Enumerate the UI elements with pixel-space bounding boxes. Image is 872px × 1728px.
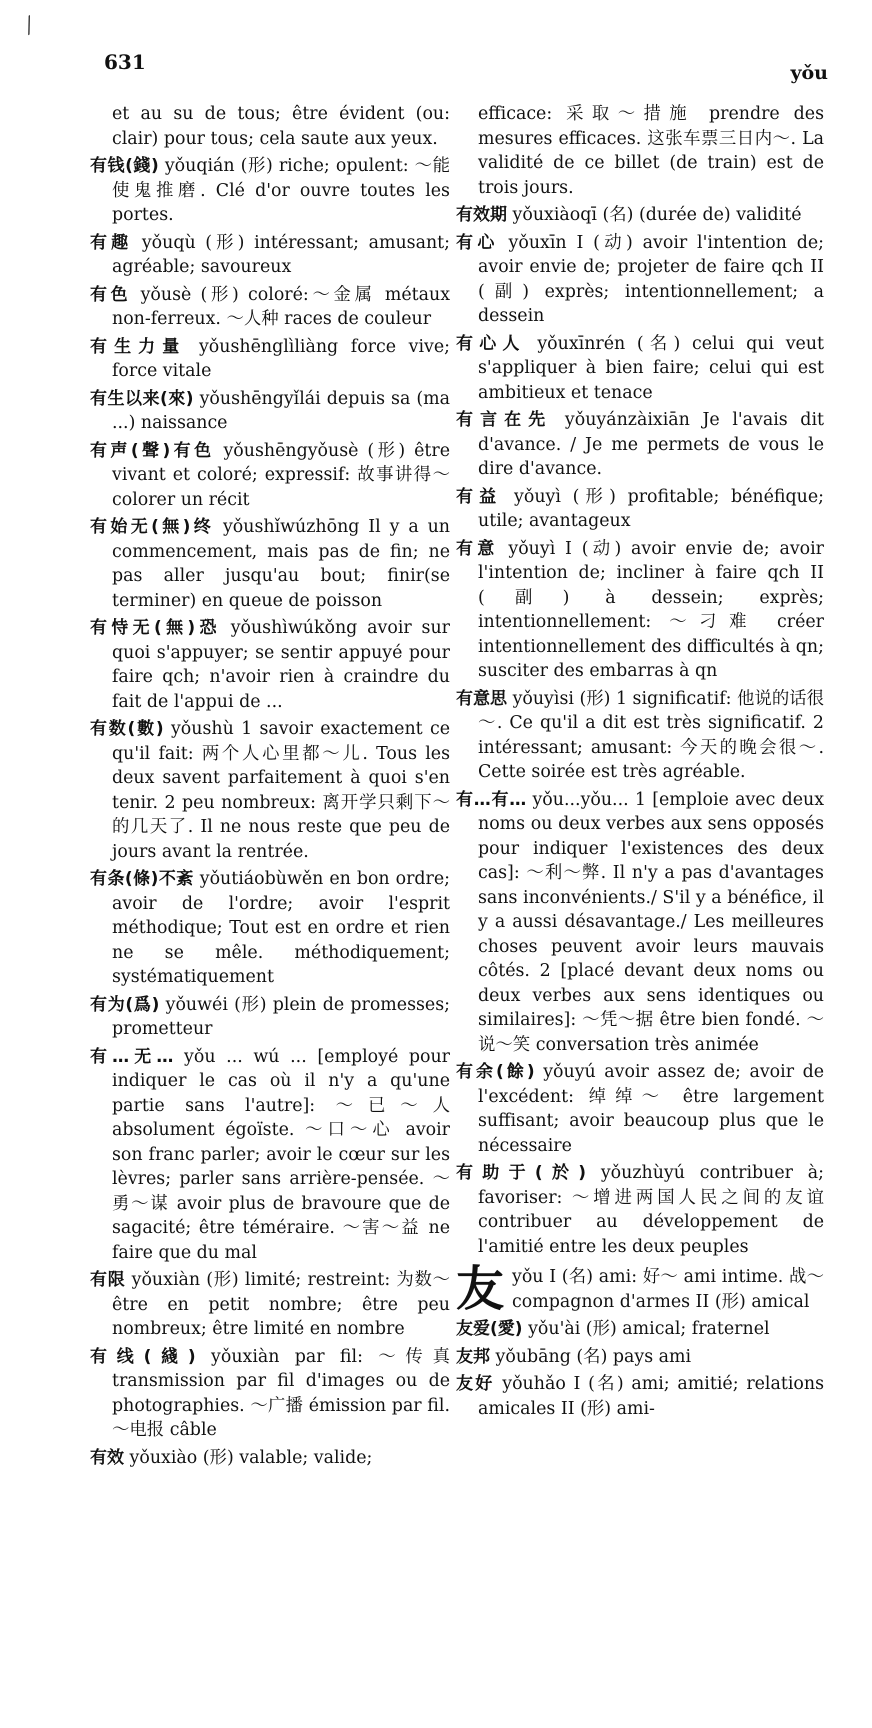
entry-headword: 有数(數) — [90, 719, 164, 739]
dictionary-entry — [90, 387, 450, 436]
entry-headword: 友好 — [456, 1374, 495, 1394]
entry-headword: 有益 — [456, 486, 503, 507]
entry-headword: 有声(聲)有色 — [90, 440, 215, 461]
right-column — [456, 102, 824, 1424]
entry-definition: yǒutiáobùwěn en bon ordre; avoir de l'ordre; avoir l'esprit méthodique; Tout est en ordre et rien ne se mêle. méthodiquement; systématiquement — [112, 869, 450, 987]
dictionary-entry — [456, 231, 824, 329]
dictionary-entry — [90, 717, 450, 864]
entry-definition: yǒuqián (形) riche; opulent: ～能使鬼推磨. Clé d'or ouvre toutes les portes. — [112, 156, 450, 225]
entry-definition: et au su de tous; être évident (ou: clair) pour tous; cela saute aux yeux. — [112, 104, 450, 149]
dictionary-entry — [90, 515, 450, 613]
dictionary-entry — [90, 993, 450, 1042]
dictionary-entry — [456, 485, 824, 534]
entry-definition: yǒuxiào (形) valable; valide; — [129, 1447, 373, 1468]
entry-definition: yǒushēnglìliàng force vive; force vitale — [112, 336, 451, 381]
entry-headword: 有为(爲) — [90, 994, 160, 1015]
entry-definition: yǒu...yǒu... 1 [emploie avec deux noms ou deux verbes aux sens opposés pour indiquer l'existences des deux cas]: ～利～弊. Il n'y a pas d'avantages sans inconvénients./ S'il y a bénéfice, il y a aussi désavantage./ Les meilleures choses peuvent avoir leurs mauvais côtés. 2 [placé devant deux noms ou deux verbes aux sens identiques ou similaires]: ～凭～据 être bien fondé. ～说～笑 conversation très animée — [478, 789, 825, 1055]
dictionary-entry — [90, 1268, 450, 1342]
dictionary-entry — [456, 687, 824, 785]
dictionary-entry — [90, 335, 450, 384]
entry-headword: 有心 — [456, 232, 499, 253]
entry-definition: yǒuyì I (动) avoir envie de; avoir l'intention de; incliner à faire qch II (副) à dessein; exprès; intentionnellement: ～刁难 créer intentionnellement des difficultés à qn; susciter des embarras à qn — [478, 538, 825, 681]
entry-definition: yǒuxīnrén (名) celui qui veut s'appliquer à bien faire; celui qui est ambitieux et tenace — [478, 333, 825, 403]
entry-headword: 有余(餘) — [456, 1062, 535, 1082]
entry-headword: 有线(綫) — [90, 1346, 196, 1367]
entry-definition: yǒuzhùyú contribuer à; favoriser: ～增进两国人民之间的友谊 contribuer au développement de l'amitié entre les deux peuples — [478, 1163, 825, 1257]
dictionary-entry — [90, 616, 450, 714]
dictionary-entry — [456, 1317, 824, 1342]
entry-headword: 有助于(於) — [456, 1163, 587, 1183]
dictionary-entry — [90, 1446, 450, 1471]
main-character-entry — [456, 1261, 824, 1317]
entry-definition: yǒuxiàoqī (名) (durée de) validité — [512, 205, 802, 225]
dictionary-entry — [90, 283, 450, 332]
entry-headword: 有条(條)不紊 — [90, 869, 194, 889]
dictionary-entry — [456, 408, 824, 482]
dictionary-entry — [456, 1161, 824, 1259]
dictionary-entry — [90, 1045, 450, 1266]
entry-definition: yǒuyìsi (形) 1 significatif: 他说的话很～. Ce qu'il a dit est très significatif. 2 intéressant; amusant: 今天的晚会很～. Cette soirée est très agréable. — [478, 688, 825, 782]
entry-headword: 有效 — [90, 1447, 124, 1468]
dictionary-entry — [456, 102, 824, 200]
main-character-definition: yǒu I (名) ami: 好～ ami intime. 战～ compagnon d'armes II (形) amical — [512, 1267, 824, 1312]
entry-definition: yǒuxīn I (动) avoir l'intention de; avoir envie de; projeter de faire qch II (副) exprès; intentionnellement; a dessein — [478, 232, 825, 326]
dictionary-entry — [456, 1345, 824, 1370]
entry-definition: yǒushǐwúzhōng Il y a un commencement, mais pas de fin; ne pas aller jusqu'au bout; finir(se terminer) en queue de poisson — [112, 517, 450, 611]
entry-headword: 友爱(愛) — [456, 1319, 523, 1339]
entry-definition: yǒushìwúkǒng avoir sur quoi s'appuyer; se sentir appuyé pour faire qch; n'avoir rien à craindre du fait de l'appui de ... — [112, 618, 450, 712]
entry-definition: yǒuyánzàixiān Je l'avais dit d'avance. / Je me permets de vous le dire d'avance. — [478, 410, 824, 479]
entry-definition: yǒu ... wú ... [employé pour indiquer le cas où il n'y a qu'une partie sans l'autre]: ～已～人 absolument égoïste. ～口～心 avoir son franc parler; avoir le cœur sur les lèvres; parler sans arrière-pensée. ～勇～谋 avoir plus de bravoure que de sagacité; être téméraire. ～害～益 ne faire que du mal — [112, 1046, 451, 1263]
entry-headword: 有恃无(無)恐 — [90, 618, 221, 638]
dictionary-entry — [456, 332, 824, 406]
entry-headword: 有心人 — [456, 333, 526, 354]
dictionary-entry — [456, 1060, 824, 1158]
entry-definition: yǒuhǎo I (名) ami; amitié; relations amicales II (形) ami- — [478, 1374, 824, 1419]
dictionary-entry — [90, 154, 450, 228]
guide-word: yǒu — [790, 62, 828, 84]
dictionary-entry — [90, 231, 450, 280]
entry-headword: 有始无(無)终 — [90, 517, 215, 537]
entry-definition: efficace: 采取～措施 prendre des mesures efficaces. 这张车票三日内～. La validité de ce billet (de train) est de trois jours. — [478, 104, 824, 198]
entry-definition: yǒubāng (名) pays ami — [495, 1346, 692, 1367]
entry-definition: yǒushēngyǒusè (形) être vivant et coloré; expressif: 故事讲得～ colorer un récit — [112, 440, 450, 510]
entry-definition: yǒuxiàn (形) limité; restreint: 为数～ être en petit nombre; être peu nombreux; être limité en nombre — [112, 1270, 450, 1339]
entry-headword: 有…无… — [90, 1046, 174, 1067]
entry-headword: 友邦 — [456, 1346, 490, 1367]
dictionary-entry — [456, 537, 824, 684]
main-character: 友 — [456, 1261, 505, 1317]
dictionary-entry — [456, 1372, 824, 1421]
entry-definition: yǒusè (形) coloré:～金属 métaux non-ferreux. ～人种 races de couleur — [112, 284, 451, 329]
entry-definition: yǒuqù (形) intéressant; amusant; agréable; savoureux — [112, 232, 451, 277]
entry-headword: 有意思 — [456, 688, 508, 709]
entry-headword: 有限 — [90, 1270, 126, 1290]
page-number: 631 — [104, 50, 146, 74]
entry-definition: yǒuyì (形) profitable; bénéfique; utile; avantageux — [478, 486, 824, 531]
entry-headword: 有趣 — [90, 232, 133, 253]
entry-definition: yǒuxiàn par fil: ～传真 transmission par fil d'images ou de photographies. ～广播 émission par fil. ～电报 câble — [112, 1346, 451, 1440]
entry-definition: yǒushù 1 savoir exactement ce qu'il fait: 两个人心里都～儿. Tous les deux savent parfaitement à quoi s'en tenir. 2 peu nombreux: 离开学只剩下～的几天了. Il ne nous reste que peu de jours avant la rentrée. — [112, 719, 450, 862]
entry-definition: yǒu'ài (形) amical; fraternel — [528, 1319, 770, 1339]
left-column — [90, 102, 450, 1473]
entry-definition: yǒuyú avoir assez de; avoir de l'excédent: 绰绰～ être largement suffisant; avoir beaucoup plus que le nécessaire — [478, 1062, 824, 1156]
dictionary-entry — [456, 788, 824, 1058]
entry-headword: 有言在先 — [456, 410, 553, 430]
dictionary-entry — [90, 439, 450, 513]
entry-definition: yǒuwéi (形) plein de promesses; prometteur — [112, 994, 451, 1039]
entry-headword: 有钱(錢) — [90, 156, 159, 176]
dictionary-entry — [456, 203, 824, 228]
dictionary-entry — [90, 102, 450, 151]
entry-headword: 有生以来(來) — [90, 388, 194, 409]
entry-definition: yǒushēngyǐlái depuis sa (ma ...) naissance — [112, 388, 450, 433]
entry-headword: 有生力量 — [90, 336, 187, 357]
margin-pencil-mark: ⁄ — [21, 14, 38, 39]
entry-headword: 有…有… — [456, 789, 527, 810]
dictionary-entry — [90, 867, 450, 990]
dictionary-entry — [90, 1345, 450, 1443]
entry-headword: 有意 — [456, 538, 499, 559]
entry-headword: 有效期 — [456, 205, 507, 225]
entry-headword: 有色 — [90, 284, 132, 305]
